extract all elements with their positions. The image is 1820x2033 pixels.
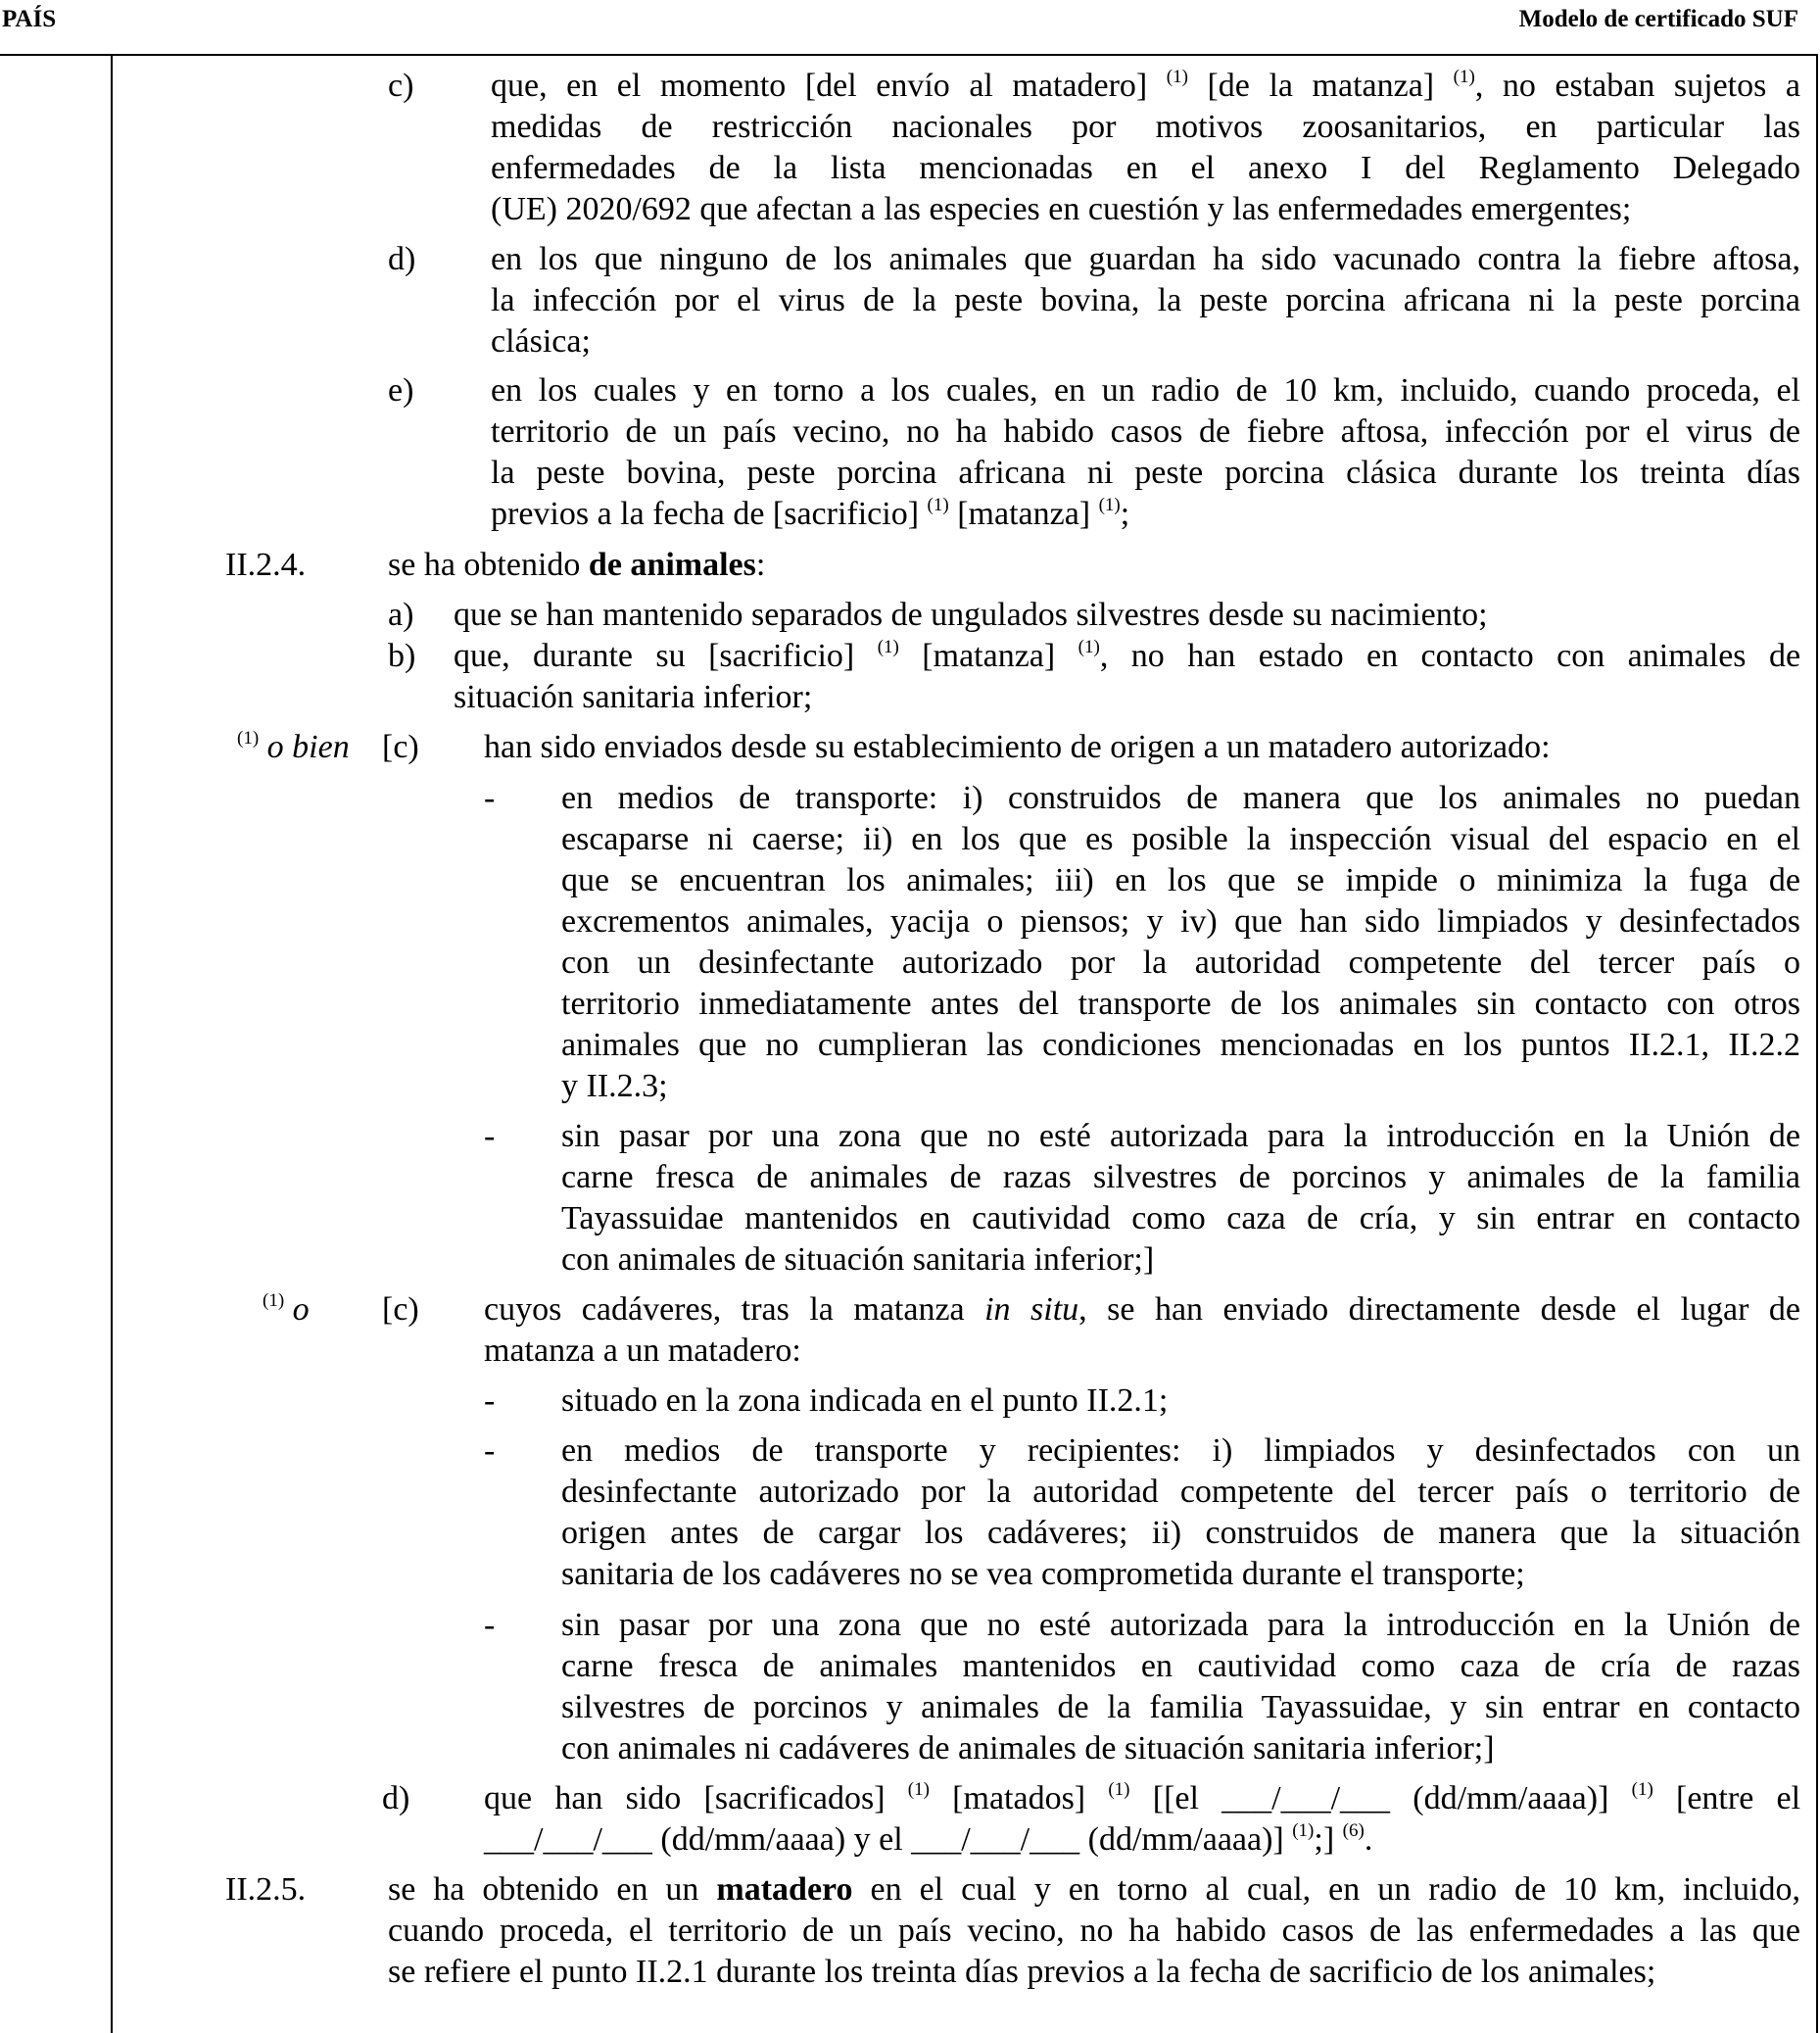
text-line: y II.2.3;: [561, 1068, 668, 1104]
text-line: situación sanitaria inferior;: [454, 679, 813, 715]
page-header: [0, 0, 1820, 55]
text-line: territorio de un país vecino, no ha habido casos de fiebre aftosa, infección por el virus de: [491, 413, 1800, 450]
dash-bullet: -: [484, 780, 496, 816]
footnote-ref: (1): [907, 1778, 930, 1800]
text-line: sin pasar por una zona que no esté autorizada para la introducción en la Unión de: [561, 1118, 1800, 1154]
item-label: e): [388, 372, 414, 409]
item-label: b): [388, 638, 416, 674]
text-line: matanza a un matadero:: [484, 1332, 801, 1369]
footnote-ref: (1): [1108, 1778, 1130, 1800]
text-line: en los que ninguno de los animales que guardan ha sido vacunado contra la fiebre aftosa,: [491, 241, 1800, 277]
footnote-ref: (1): [1078, 636, 1100, 657]
item-label: [c): [382, 1291, 419, 1328]
text-line: (UE) 2020/692 que afectan a las especies en cuestión y las enfermedades emergentes;: [491, 191, 1632, 227]
text-line: carne fresca de animales mantenidos en cautividad como caza de cría de razas: [561, 1648, 1800, 1684]
footnote-ref: (1): [1292, 1819, 1315, 1841]
text-line: la peste bovina, peste porcina africana ni peste porcina clásica durante los treinta días: [491, 455, 1800, 491]
footnote-ref: (1): [1453, 66, 1475, 87]
item-label: a): [388, 597, 414, 633]
text-line: silvestres de porcinos y animales de la familia Tayassuidae, y sin entrar en contacto: [561, 1689, 1800, 1725]
text-line: medidas de restricción nacionales por motivos zoosanitarios, en particular las: [491, 109, 1800, 145]
footnote-ref: (1): [237, 727, 260, 749]
text-line: con animales ni cadáveres de animales de situación sanitaria inferior;]: [561, 1730, 1495, 1767]
text-line: con animales de situación sanitaria inferior;]: [561, 1241, 1155, 1278]
text-line: la infección por el virus de la peste bovina, la peste porcina africana ni la peste porcina: [491, 282, 1800, 318]
text-line: se refiere el punto II.2.1 durante los treinta días previos a la fecha de sacrificio de los animales;: [388, 1954, 1656, 1990]
text-line: que se encuentran los animales; iii) en los que se impide o minimiza la fuga de: [561, 862, 1800, 898]
text-line: origen antes de cargar los cadáveres; ii) construidos de manera que la situación: [561, 1515, 1800, 1551]
text-line: clásica;: [491, 323, 591, 360]
text-line: sin pasar por una zona que no esté autorizada para la introducción en la Unión de: [561, 1607, 1800, 1643]
alternative-marker: $^{(1)}$ o bien: [237, 727, 350, 765]
text-line: carne fresca de animales de razas silvestres de porcinos y animales de la familia: [561, 1159, 1800, 1195]
dash-bullet: -: [484, 1607, 496, 1643]
section-number: II.2.4.: [225, 547, 307, 583]
text-line: que, durante su [sacrificio] $^{(1)}$ [matanza] $^{(1)}$, no han estado en contacto con animales de: [454, 636, 1801, 674]
dash-bullet: -: [484, 1382, 496, 1419]
section-intro: se ha obtenido de animales:: [388, 547, 766, 583]
text-line: sanitaria de los cadáveres no se vea comprometida durante el transporte;: [561, 1556, 1525, 1592]
item-label: d): [382, 1780, 410, 1816]
text-line: enfermedades de la lista mencionadas en el anexo I del Reglamento Delegado: [491, 150, 1800, 186]
date-line: que han sido [sacrificados] $^{(1)}$ [matados] $^{(1)}$ [[el ___/___/___ (dd/mm/aaaa)] $^{(1)}$ [entre el: [484, 1778, 1801, 1816]
text-line: que se han mantenido separados de ungulados silvestres desde su nacimiento;: [454, 597, 1488, 633]
footnote-ref: (6): [1342, 1819, 1365, 1841]
footnote-ref: (1): [1098, 494, 1121, 515]
footnote-ref: (1): [263, 1289, 285, 1311]
alternative-marker: $^{(1)}$ o: [263, 1289, 310, 1328]
footnote-ref: (1): [877, 636, 899, 657]
text-line: excrementos animales, yacija o piensos; y iv) que han sido limpiados y desinfectados: [561, 903, 1800, 940]
text-line: en medios de transporte: i) construidos de manera que los animales no puedan: [561, 780, 1800, 816]
text-line: han sido enviados desde su establecimiento de origen a un matadero autorizado:: [484, 729, 1551, 765]
section-number: II.2.5.: [225, 1871, 307, 1908]
text-line: que, en el momento [del envío al matadero] $^{(1)}$ [de la matanza] $^{(1)}$, no estaban sujetos a: [491, 66, 1800, 104]
text-line: con un desinfectante autorizado por la autoridad competente del tercer país o: [561, 944, 1800, 981]
text-line: cuyos cadáveres, tras la matanza in situ, se han enviado directamente desde el lugar de: [484, 1291, 1800, 1328]
item-label: c): [388, 68, 414, 104]
text-line: cuando proceda, el territorio de un país vecino, no ha habido casos de las enfermedades a las que: [388, 1912, 1800, 1949]
footnote-ref: (1): [1631, 1778, 1653, 1800]
text-line: territorio inmediatamente antes del transporte de los animales sin contacto con otros: [561, 986, 1800, 1022]
text-line: escaparse ni caerse; ii) en los que es posible la inspección visual del espacio en el: [561, 821, 1800, 857]
text-line: en los cuales y en torno a los cuales, en un radio de 10 km, incluido, cuando proceda, el: [491, 372, 1800, 409]
text-line: en medios de transporte y recipientes: i) limpiados y desinfectados con un: [561, 1432, 1800, 1469]
text-line: se ha obtenido en un matadero en el cual y en torno al cual, en un radio de 10 km, incluido,: [388, 1871, 1800, 1908]
dash-bullet: -: [484, 1432, 496, 1469]
country-label: PAÍS: [2, 6, 57, 32]
certificate-model-title: Modelo de certificado SUF: [1518, 6, 1798, 32]
text-line: previos a la fecha de [sacrificio] $^{(1)}$ [matanza] $^{(1)}$;: [491, 494, 1130, 532]
frame-column-divider: [111, 54, 113, 2033]
text-line: situado en la zona indicada en el punto II.2.1;: [561, 1382, 1169, 1419]
item-label: d): [388, 241, 416, 277]
dash-bullet: -: [484, 1118, 496, 1154]
text-line: desinfectante autorizado por la autoridad competente del tercer país o territorio de: [561, 1474, 1800, 1510]
date-line: ___/___/___ (dd/mm/aaaa) y el ___/___/___ (dd/mm/aaaa)] $^{(1)}$;] $^{(6)}$.: [484, 1819, 1373, 1858]
text-line: animales que no cumplieran las condiciones mencionadas en los puntos II.2.1, II.2.2: [561, 1027, 1800, 1063]
footnote-ref: (1): [927, 494, 949, 515]
item-label: [c): [382, 729, 419, 765]
footnote-ref: (1): [1166, 66, 1188, 87]
text-line: Tayassuidae mantenidos en cautividad como caza de cría, y sin entrar en contacto: [561, 1200, 1800, 1236]
